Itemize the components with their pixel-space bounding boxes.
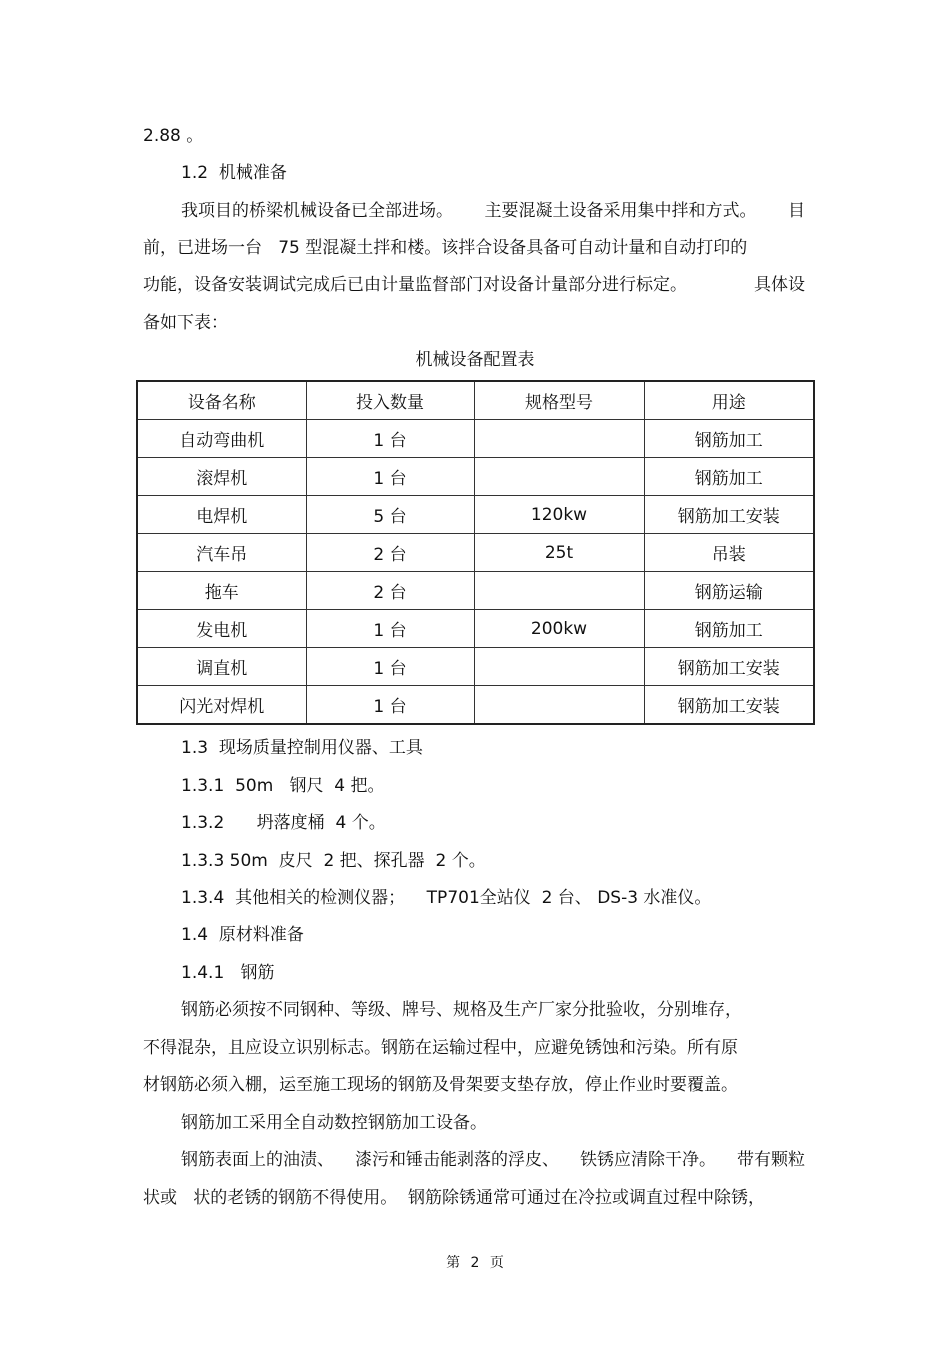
table-row (137, 458, 814, 496)
table-cell: 发电机 (137, 610, 306, 648)
table-cell: 1 台 (306, 610, 474, 648)
equipment-table (136, 380, 815, 725)
text-span: 具体设 (754, 275, 805, 295)
paragraph-line: 材钢筋必须入棚，运至施工现场的钢筋及骨架要支垫存放，停止作业时要覆盖。 (143, 1075, 738, 1095)
table-row (137, 648, 814, 686)
table-cell: 钢筋加工 (644, 610, 814, 648)
table-cell (474, 572, 644, 610)
paragraph-line (181, 200, 805, 222)
table-row (137, 534, 814, 572)
text-span: 功能，设备安装调试完成后已由计量监督部门对设备计量部分进行标定。 (143, 275, 687, 295)
table-cell: 120kw (474, 496, 644, 534)
list-item: 1.3.4 其他相关的检测仪器； TP701全站仪 2 台、 DS-3 水准仪。 (181, 888, 712, 908)
text-span: 漆污和锤击能剥落的浮皮、 (355, 1150, 559, 1170)
paragraph-line (181, 1149, 805, 1171)
text-span: 带有颗粒 (737, 1150, 805, 1170)
header-cell-quantity: 投入数量 (306, 381, 474, 420)
table-header-row (137, 381, 814, 420)
paragraph-line: 钢筋加工采用全自动数控钢筋加工设备。 (181, 1113, 487, 1133)
table-cell: 2 台 (306, 572, 474, 610)
section-heading-1-4-1: 1.4.1 钢筋 (181, 963, 275, 983)
table-cell: 钢筋加工安装 (644, 648, 814, 686)
table-cell: 闪光对焊机 (137, 686, 306, 725)
body-text-line: 2.88 。 (143, 126, 204, 146)
header-cell-usage: 用途 (644, 381, 814, 420)
table-cell: 1 台 (306, 648, 474, 686)
section-heading-1-4: 1.4 原材料准备 (181, 925, 304, 945)
table-cell: 2 台 (306, 534, 474, 572)
table-cell: 5 台 (306, 496, 474, 534)
table-row (137, 610, 814, 648)
paragraph-line: 钢筋必须按不同钢种、等级、牌号、规格及生产厂家分批验收，分别堆存， (181, 1000, 742, 1020)
paragraph-line: 状或 状的老锈的钢筋不得使用。 钢筋除锈通常可通过在冷拉或调直过程中除锈， (143, 1188, 766, 1208)
table-cell (474, 648, 644, 686)
section-heading-1-3: 1.3 现场质量控制用仪器、工具 (181, 738, 423, 758)
table-row (137, 496, 814, 534)
header-cell-spec: 规格型号 (474, 381, 644, 420)
paragraph-line (143, 274, 805, 296)
table-cell: 1 台 (306, 686, 474, 725)
text-span: 主要混凝土设备采用集中拌和方式。 (484, 201, 757, 221)
table-cell: 钢筋运输 (644, 572, 814, 610)
table-cell: 1 台 (306, 420, 474, 458)
footer-prefix: 第 (446, 1255, 461, 1271)
paragraph-line: 前，已进场一台 75 型混凝土拌和楼。该拌合设备具备可自动计量和自动打印的 (143, 238, 748, 258)
table-cell: 钢筋加工安装 (644, 496, 814, 534)
list-item: 1.3.3 50m 皮尺 2 把、探孔器 2 个。 (181, 851, 486, 871)
table-row (137, 686, 814, 725)
table-row (137, 420, 814, 458)
paragraph-line: 不得混杂，且应设立识别标志。钢筋在运输过程中，应避免锈蚀和污染。所有原 (143, 1038, 738, 1058)
list-item: 1.3.1 50m 钢尺 4 把。 (181, 776, 385, 796)
table-row (137, 572, 814, 610)
list-item: 1.3.2 坍落度桶 4 个。 (181, 813, 386, 833)
table-cell (474, 686, 644, 725)
text-span: 我项目的桥梁机械设备已全部进场。 (181, 201, 453, 221)
table-cell (474, 420, 644, 458)
table-cell: 200kw (474, 610, 644, 648)
table-cell: 钢筋加工安装 (644, 686, 814, 725)
table-cell: 25t (474, 534, 644, 572)
table-cell: 钢筋加工 (644, 420, 814, 458)
table-cell (474, 458, 644, 496)
table-caption: 机械设备配置表 (415, 350, 535, 370)
table-cell: 吊装 (644, 534, 814, 572)
table-cell: 钢筋加工 (644, 458, 814, 496)
page-number: 2 (470, 1255, 480, 1271)
footer-suffix: 页 (489, 1255, 504, 1271)
table-cell: 汽车吊 (137, 534, 306, 572)
text-span: 钢筋表面上的油渍、 (181, 1150, 334, 1170)
header-cell-name: 设备名称 (137, 381, 306, 420)
section-heading-1-2: 1.2 机械准备 (181, 163, 287, 183)
table-cell: 1 台 (306, 458, 474, 496)
table-cell: 自动弯曲机 (137, 420, 306, 458)
table-cell: 滚焊机 (137, 458, 306, 496)
page-footer (0, 1252, 950, 1272)
text-span: 铁锈应清除干净。 (580, 1150, 716, 1170)
paragraph-line: 备如下表： (143, 313, 228, 333)
text-span: 目 (788, 201, 805, 221)
table-cell: 拖车 (137, 572, 306, 610)
table-cell: 电焊机 (137, 496, 306, 534)
table-cell: 调直机 (137, 648, 306, 686)
